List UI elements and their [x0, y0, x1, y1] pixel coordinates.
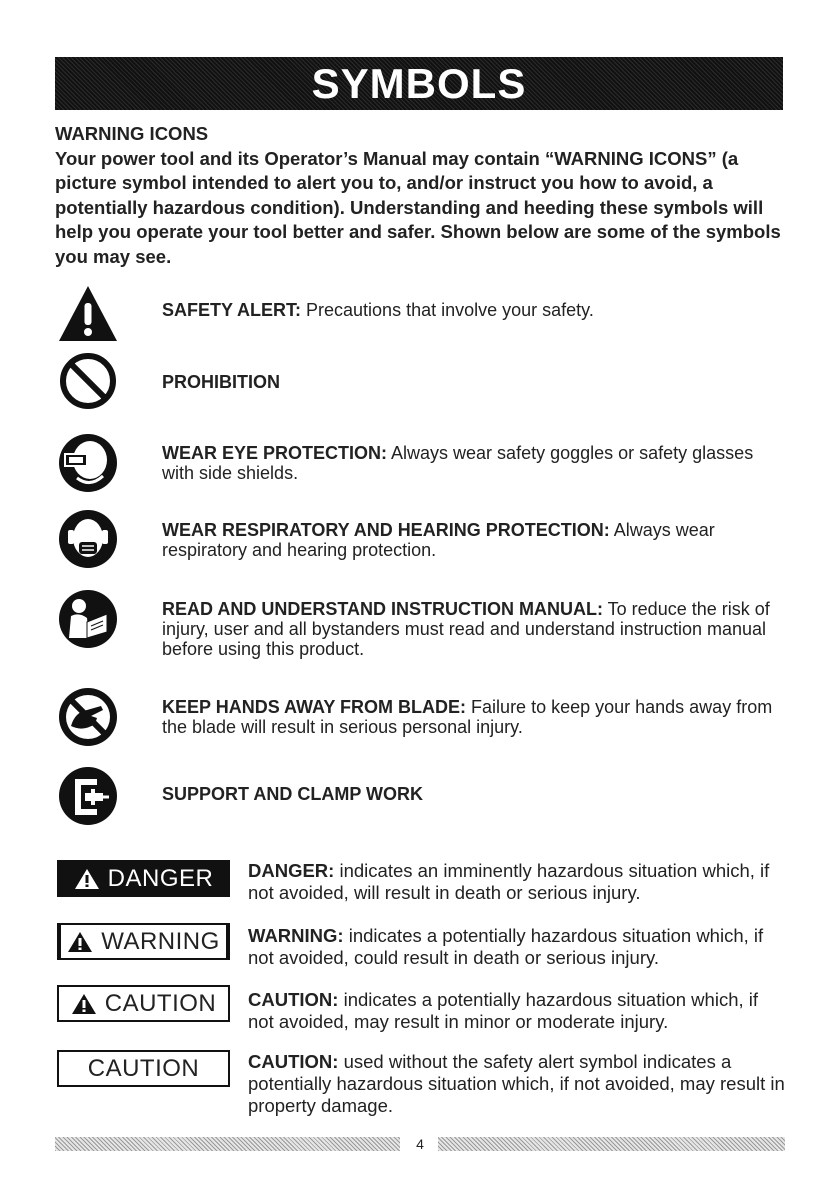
respiratory-hearing-protection-icon [57, 508, 119, 570]
safety-alert-triangle-icon [67, 931, 93, 953]
icon-entry-prohibition [162, 372, 782, 392]
entry-label: READ AND UNDERSTAND INSTRUCTION MANUAL: [162, 599, 603, 619]
signal-definition-warning [248, 925, 788, 969]
signal-word: DANGER [107, 864, 214, 892]
caution-no-symbol-signal-box [57, 1050, 230, 1087]
entry-label: WEAR EYE PROTECTION: [162, 443, 388, 463]
read-manual-icon [57, 588, 119, 650]
signal-text: indicates a potentially hazardous situation which, if not avoided, could result in death or serious injury. [248, 925, 764, 968]
page-title: SYMBOLS [311, 59, 527, 107]
entry-text: Failure to keep your hands away from the blade will result in serious personal injury. [162, 697, 773, 737]
icon-entry-safety-alert [162, 300, 782, 320]
eye-protection-icon [57, 432, 119, 494]
danger-signal-box [57, 860, 230, 897]
footer-rule-right [438, 1137, 785, 1151]
page-number: 4 [416, 1136, 424, 1152]
entry-text: Always wear respiratory and hearing protection. [162, 520, 715, 560]
signal-text: indicates a potentially hazardous situation which, if not avoided, may result in minor or moderate injury. [248, 989, 759, 1032]
signal-definition-caution [248, 989, 788, 1033]
signal-label: CAUTION: [248, 1051, 339, 1072]
caution-signal-box [57, 985, 230, 1022]
signal-text: indicates an imminently hazardous situation which, if not avoided, will result in death or serious injury. [248, 860, 770, 903]
entry-label: SAFETY ALERT: [162, 300, 302, 320]
signal-definition-caution-property [248, 1051, 788, 1117]
signal-word: CAUTION [87, 1054, 200, 1082]
intro-body: Your power tool and its Operator’s Manual may contain “WARNING ICONS” (a picture symbol intended to alert you to, and/or instruct you how to avoid, a potentially hazardous condition). Understanding and heeding these symbols will help you operate your tool better and safer. Shown below are some of the symbols you may see. [55, 147, 781, 267]
title-banner [55, 57, 783, 110]
icon-entry-respiratory-hearing [162, 520, 782, 560]
intro-section [55, 122, 785, 269]
entry-text: Always wear safety goggles or safety glasses with side shields. [162, 443, 754, 483]
safety-alert-triangle-icon [57, 283, 119, 345]
signal-word: CAUTION [104, 989, 217, 1017]
keep-hands-away-icon [57, 686, 119, 748]
entry-text: To reduce the risk of injury, user and all bystanders must read and understand instruction manual before using this product. [162, 599, 770, 659]
safety-alert-triangle-icon [71, 993, 97, 1015]
signal-text: used without the safety alert symbol indicates a potentially hazardous situation which, if not avoided, may result in property damage. [248, 1051, 785, 1116]
support-clamp-work-icon [57, 765, 119, 827]
icon-entry-keep-hands-away [162, 697, 782, 737]
entry-label: WEAR RESPIRATORY AND HEARING PROTECTION: [162, 520, 610, 540]
signal-label: CAUTION: [248, 989, 339, 1010]
signal-word: WARNING [101, 927, 220, 955]
signal-definition-danger [248, 860, 788, 904]
footer-rule-left [55, 1137, 400, 1151]
entry-text: Precautions that involve your safety. [301, 300, 594, 320]
icon-entry-support-clamp [162, 784, 782, 804]
signal-label: DANGER: [248, 860, 335, 881]
entry-label: KEEP HANDS AWAY FROM BLADE: [162, 697, 467, 717]
icon-entry-eye-protection [162, 443, 782, 483]
icon-entry-read-manual [162, 599, 782, 659]
intro-heading: WARNING ICONS [55, 123, 209, 144]
signal-label: WARNING: [248, 925, 344, 946]
entry-label: SUPPORT AND CLAMP WORK [162, 784, 423, 804]
entry-label: PROHIBITION [162, 372, 281, 392]
prohibition-icon [57, 350, 119, 412]
safety-alert-triangle-icon [74, 868, 100, 890]
warning-signal-box [57, 923, 230, 960]
